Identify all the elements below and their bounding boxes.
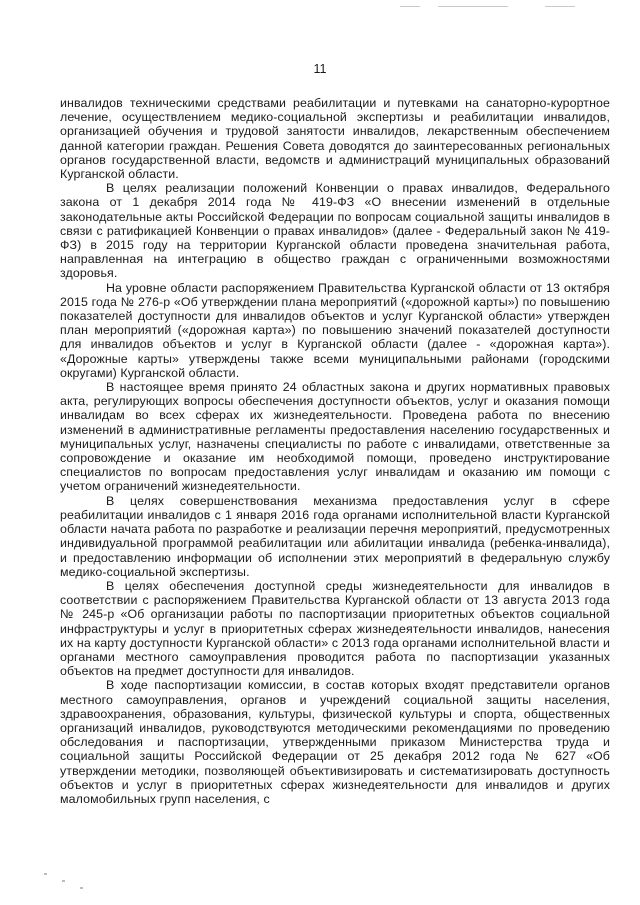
scan-artifact — [80, 887, 83, 889]
paragraph: инвалидов техническими средствами реабилитации и путевками на санаторно-курортное лечение, осуществлением медико-социальной экспертизы и реабилитации инвалидов, организацией обучения и трудовой занятости инвалидов, лекарственным обеспечением данной категории граждан. Решения Совета доводятся до заинтересованных региональных органов государственной власти, ведомств и администраций муниципальных образований Курганской области. — [60, 96, 610, 182]
scan-artifact — [400, 6, 420, 7]
page-number: 11 — [313, 62, 327, 76]
document-body — [60, 96, 610, 806]
scan-artifact — [44, 873, 47, 875]
paragraph: В ходе паспортизации комиссии, в состав которых входят представители органов местного самоуправления, органов и учреждений социальной защиты населения, здравоохранения, образования, культуры, физической культуры и спорта, общественных организаций инвалидов, руководствуются методическими рекомендациями по проведению обследования и паспортизации, утвержденными приказом Министерства труда и социальной защиты Российской Федерации от 25 декабря 2012 года № 627 «Об утверждении методики, позволяющей объективизировать и систематизировать доступность объектов и услуг в приоритетных сферах жизнедеятельности для инвалидов и других маломобильных групп населения, с — [60, 678, 610, 806]
paragraph: В целях обеспечения доступной среды жизнедеятельности для инвалидов в соответствии с распоряжением Правительства Курганской области от 13 августа 2013 года № 245-р «Об организации работы по паспортизации приоритетных объектов социальной инфраструктуры и услуг в приоритетных сферах жизнедеятельности инвалидов, нанесения их на карту доступности Курганской области» с 2013 года органами исполнительной власти и органами местного самоуправления проводится работа по паспортизации указанных объектов на предмет доступности для инвалидов. — [60, 578, 610, 679]
paragraph: В целях совершенствования механизма предоставления услуг в сфере реабилитации инвалидов с 1 января 2016 года органами исполнительной власти Курганской области начата работа по разработке и реализации перечня мероприятий, предусмотренных индивидуальной программой реабилитации или абилитации инвалида (ребенка-инвалида), и предоставлению информации об исполнении этих мероприятий в федеральную службу медико-социальной экспертизы. — [60, 493, 610, 579]
scan-artifact — [62, 880, 65, 882]
paragraph: На уровне области распоряжением Правительства Курганской области от 13 октября 2015 года № 276-р «Об утверждении плана мероприятий («дорожной карты») по повышению показателей доступности для инвалидов объектов и услуг Курганской области» утвержден план мероприятий («дорожная карта») по повышению значений показателей доступности для инвалидов объектов и услуг в Курганской области (далее - «дорожная карта»). «Дорожные карты» утверждены также всеми муниципальными районами (городскими округами) Курганской области. — [60, 280, 610, 380]
paragraph: В настоящее время принято 24 областных закона и других нормативных правовых акта, регулирующих вопросы обеспечения доступности объектов, услуг и оказания помощи инвалидам во всех сферах их жизнедеятельности. Проведена работа по внесению изменений в административные регламенты предоставления населению государственных и муниципальных услуг, назначены специалисты по работе с инвалидами, ответственные за сопровождение и оказание им необходимой помощи, проведено инструктирование специалистов по вопросам предоставления услуг инвалидам и оказанию им помощи с учетом ограничений жизнедеятельности. — [60, 380, 610, 494]
scan-artifact — [438, 6, 508, 7]
scan-artifact — [545, 6, 575, 7]
paragraph: В целях реализации положений Конвенции о правах инвалидов, Федерального закона от 1 декабря 2014 года № 419-ФЗ «О внесении изменений в отдельные законодательные акты Российской Федерации по вопросам социальной защиты инвалидов в связи с ратификацией Конвенции о правах инвалидов» (далее - Федеральный закон № 419-ФЗ) в 2015 году на территории Курганской области проведена значительная работа, направленная на интеграцию в общество граждан с ограниченными возможностями здоровья. — [60, 181, 610, 281]
